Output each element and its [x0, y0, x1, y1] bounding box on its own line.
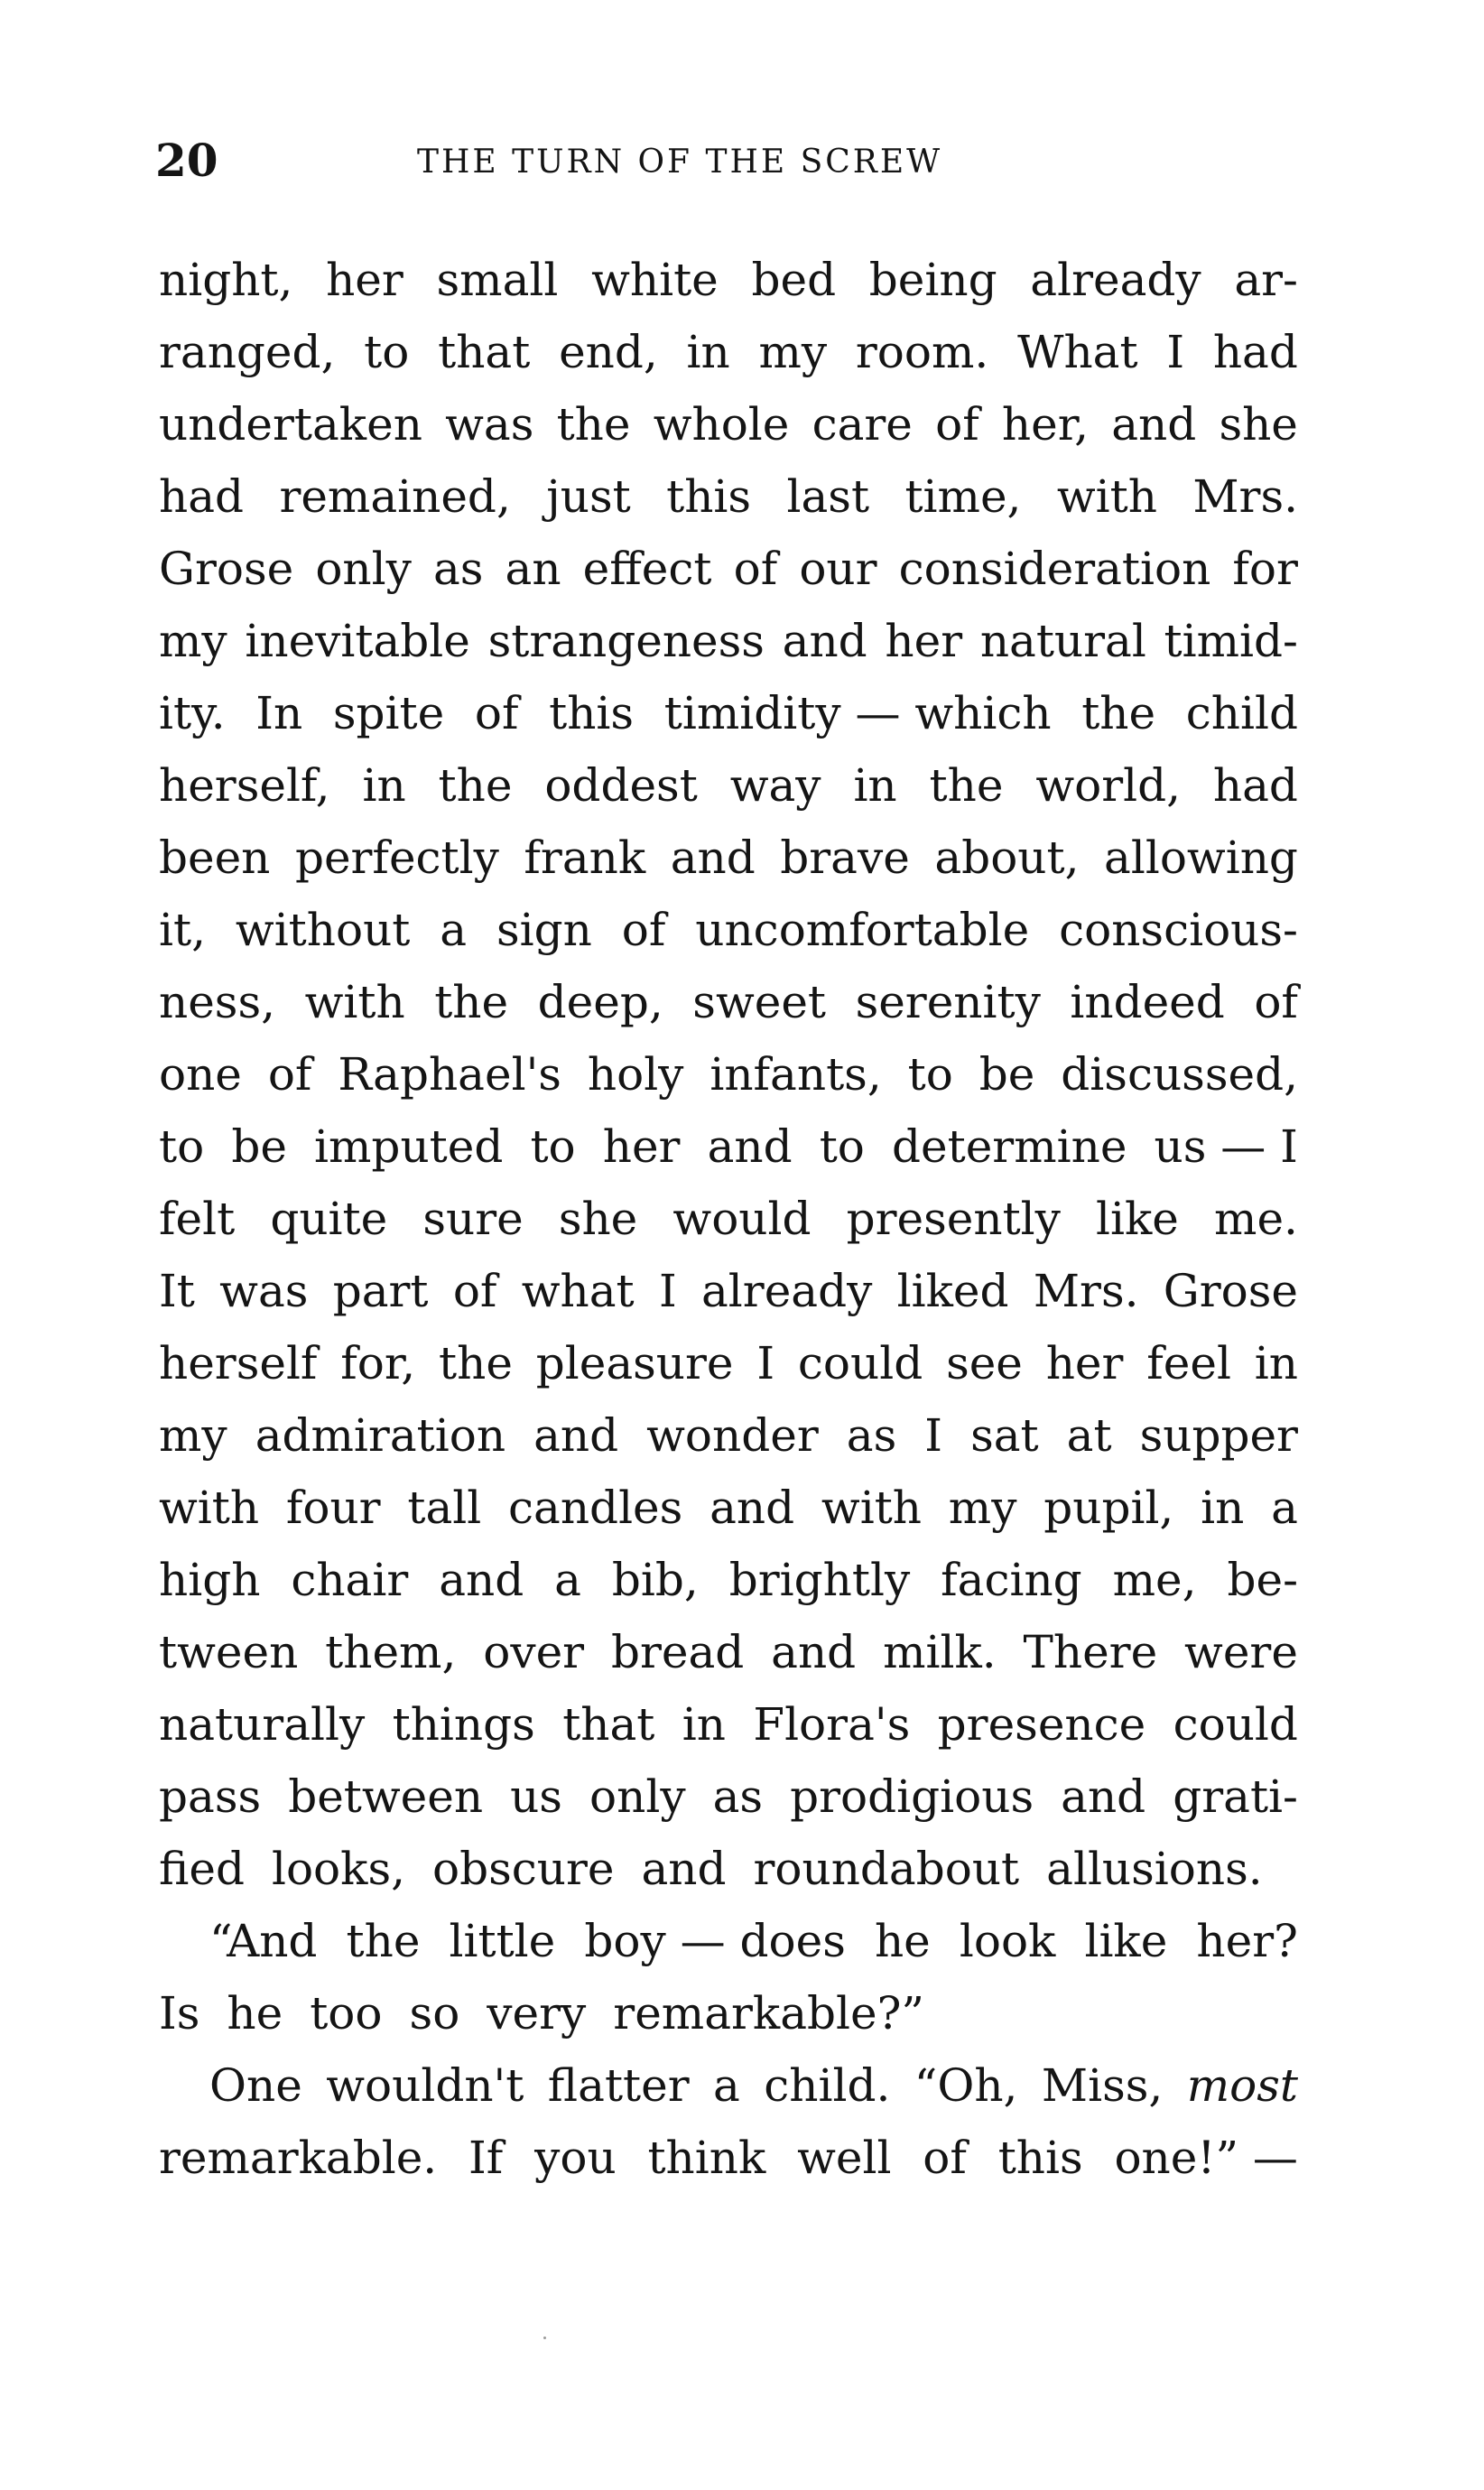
word: perfectly: [294, 832, 499, 884]
word: way: [729, 759, 821, 812]
word: as: [846, 1409, 897, 1462]
word: so: [409, 1987, 460, 2039]
word: over: [483, 1626, 585, 1678]
word: four: [285, 1482, 381, 1534]
word: the: [929, 759, 1004, 812]
word: my: [159, 1409, 227, 1462]
word: liked: [896, 1265, 1009, 1317]
word: room.: [855, 326, 989, 378]
word: sweet: [692, 976, 827, 1028]
word: conscious-: [1059, 904, 1298, 956]
word: felt: [159, 1193, 236, 1245]
word: and: [1061, 1770, 1146, 1823]
word: If: [468, 2132, 504, 2184]
word: pupil,: [1043, 1482, 1174, 1534]
text-line: [159, 460, 1298, 533]
word: ness,: [159, 976, 276, 1028]
word: had: [159, 470, 245, 523]
text-line: [159, 316, 1298, 388]
word: look: [959, 1915, 1056, 1967]
word: in: [853, 759, 897, 812]
word: remarkable.: [159, 2132, 438, 2184]
word: her,: [1001, 398, 1089, 451]
word: us — I: [1154, 1120, 1298, 1173]
word: fied: [159, 1843, 245, 1895]
word: brave: [780, 832, 910, 884]
text-line: [159, 1544, 1298, 1616]
word: brightly: [728, 1554, 911, 1606]
word: looks,: [271, 1843, 405, 1895]
word: I: [924, 1409, 943, 1462]
word: me,: [1112, 1554, 1197, 1606]
word: herself,: [159, 759, 330, 812]
word: feel: [1146, 1337, 1231, 1389]
word: a: [440, 904, 468, 956]
word: presence: [937, 1698, 1146, 1751]
word: undertaken: [159, 398, 422, 451]
word: about,: [934, 832, 1080, 884]
word: effect: [582, 543, 712, 595]
word: milk.: [883, 1626, 997, 1678]
word: boy — does: [584, 1915, 846, 1967]
word: small: [436, 254, 559, 306]
word: the: [556, 398, 631, 451]
word: bib,: [611, 1554, 699, 1606]
word: end,: [559, 326, 658, 378]
word: naturally: [159, 1698, 366, 1751]
text-line: [159, 2122, 1298, 2194]
word: spite: [332, 687, 445, 739]
word: of: [733, 543, 778, 595]
word: in: [682, 1698, 726, 1751]
word: and: [533, 1409, 619, 1462]
word: like: [1084, 1915, 1168, 1967]
word: white: [591, 254, 719, 306]
text-line: [159, 2049, 1298, 2122]
word: pleasure: [535, 1337, 734, 1389]
word: this: [666, 470, 752, 523]
word: and: [439, 1554, 524, 1606]
word: strangeness: [487, 615, 765, 667]
word: be: [979, 1048, 1035, 1101]
word: a: [1271, 1482, 1298, 1534]
word: facing: [941, 1554, 1082, 1606]
text-line: [159, 677, 1298, 749]
word: oddest: [544, 759, 698, 812]
word: remarkable?”: [613, 1987, 924, 2039]
word: herself: [159, 1337, 318, 1389]
text-line: [159, 1977, 1298, 2049]
text-line: [159, 388, 1298, 460]
word: in: [1254, 1337, 1298, 1389]
word: of: [474, 687, 519, 739]
word: already: [1030, 254, 1201, 306]
word: natural: [979, 615, 1146, 667]
word: her: [885, 615, 963, 667]
word: the: [434, 976, 509, 1028]
word: world,: [1035, 759, 1182, 812]
word: frank: [524, 832, 646, 884]
text-line: [159, 533, 1298, 605]
word: sign: [496, 904, 592, 956]
word: care: [812, 398, 913, 451]
word: in: [686, 326, 730, 378]
text-line: [159, 822, 1298, 894]
word: holy: [587, 1048, 684, 1101]
word: as: [432, 543, 484, 595]
word: between: [288, 1770, 484, 1823]
word: for,: [340, 1337, 416, 1389]
word: too: [310, 1987, 383, 2039]
word: see: [946, 1337, 1023, 1389]
word: supper: [1139, 1409, 1298, 1462]
word: at: [1066, 1409, 1112, 1462]
word: high: [159, 1554, 261, 1606]
word: ranged,: [159, 326, 336, 378]
word: candles: [508, 1482, 683, 1534]
page-number: 20: [155, 134, 218, 187]
word: with: [1056, 470, 1157, 523]
text-line: [159, 1038, 1298, 1110]
word: and: [710, 1482, 795, 1534]
paper-speck: [543, 2337, 546, 2339]
word: of: [267, 1048, 312, 1101]
word: Flora's: [753, 1698, 911, 1751]
word: had: [1212, 326, 1298, 378]
word: this: [997, 2132, 1083, 2184]
word: and: [707, 1120, 793, 1173]
word: she: [1219, 398, 1298, 451]
word: determine: [892, 1120, 1127, 1173]
word: like: [1096, 1193, 1179, 1245]
word: pass: [159, 1770, 262, 1823]
word: one: [159, 1048, 242, 1101]
word: infants,: [710, 1048, 882, 1101]
word: just: [546, 470, 631, 523]
word: only: [315, 543, 412, 595]
word: this: [549, 687, 635, 739]
word: quite: [270, 1193, 388, 1245]
word: the: [439, 1337, 513, 1389]
text-line: [159, 1761, 1298, 1833]
text-line: [159, 605, 1298, 677]
word: in: [362, 759, 406, 812]
word: last: [786, 470, 870, 523]
paragraph: [159, 2049, 1298, 2194]
word: her?: [1196, 1915, 1298, 1967]
word: that: [562, 1698, 655, 1751]
word: had: [1212, 759, 1298, 812]
word: of: [935, 398, 979, 451]
word: of: [1254, 976, 1298, 1028]
word: whole: [653, 398, 790, 451]
word: inevitable: [245, 615, 470, 667]
word: Miss,: [1041, 2059, 1164, 2112]
word: was: [445, 398, 534, 451]
word: grati-: [1173, 1770, 1298, 1823]
text-line: [159, 966, 1298, 1038]
word: one!” —: [1114, 2132, 1298, 2184]
word: prodigious: [790, 1770, 1034, 1823]
word: the: [438, 759, 513, 812]
word: would: [672, 1193, 812, 1245]
word: could: [1173, 1698, 1298, 1751]
word: in: [1201, 1482, 1245, 1534]
word: bed: [751, 254, 837, 306]
text-line: [159, 1905, 1298, 1977]
word: a: [554, 1554, 581, 1606]
word: to: [364, 326, 410, 378]
word: There: [1023, 1626, 1158, 1678]
text-line: [159, 1833, 1298, 1905]
word: roundabout: [753, 1843, 1020, 1895]
word: she: [558, 1193, 638, 1245]
word: and: [670, 832, 756, 884]
text-line: [159, 1255, 1298, 1327]
word: and: [782, 615, 867, 667]
word: a: [713, 2059, 740, 2112]
word: of: [621, 904, 666, 956]
text-line: [159, 1110, 1298, 1183]
word: what: [521, 1265, 635, 1317]
text-line: [159, 1327, 1298, 1399]
word: I: [658, 1265, 677, 1317]
word: our: [799, 543, 877, 595]
word: tall: [407, 1482, 482, 1534]
text-line: [159, 1472, 1298, 1544]
word: and: [771, 1626, 857, 1678]
word: he: [227, 1987, 283, 2039]
word: us: [510, 1770, 562, 1823]
word: and: [1111, 398, 1197, 451]
word: as: [712, 1770, 764, 1823]
word: ity.: [159, 687, 226, 739]
word: my: [159, 615, 227, 667]
word: with: [159, 1482, 260, 1534]
word: timidity — which: [663, 687, 1052, 739]
word: Raphael's: [338, 1048, 561, 1101]
word: allowing: [1104, 832, 1298, 884]
word: to: [530, 1120, 576, 1173]
word: already: [701, 1265, 873, 1317]
word: time,: [904, 470, 1022, 523]
text-line: [159, 1688, 1298, 1761]
paragraph: [159, 1905, 1298, 2049]
word: I: [756, 1337, 775, 1389]
paragraph: [159, 244, 1298, 1905]
word: my: [758, 326, 828, 378]
word: Grose: [1163, 1265, 1298, 1317]
word: could: [797, 1337, 923, 1389]
word: her: [1045, 1337, 1124, 1389]
word: serenity: [855, 976, 1041, 1028]
word: of: [923, 2132, 967, 2184]
word: you: [534, 2132, 617, 2184]
word: admiration: [255, 1409, 506, 1462]
word: think: [647, 2132, 766, 2184]
word: her: [602, 1120, 681, 1173]
word: them,: [325, 1626, 457, 1678]
word: uncomfortable: [695, 904, 1030, 956]
word: child.: [764, 2059, 891, 2112]
text-line: [159, 1616, 1298, 1688]
word: the: [346, 1915, 421, 1967]
word: “And: [209, 1915, 318, 1967]
word: allusions.: [1046, 1843, 1263, 1895]
word: with: [304, 976, 405, 1028]
word: he: [874, 1915, 931, 1967]
running-head: [155, 134, 1302, 188]
word: Mrs.: [1033, 1265, 1139, 1317]
word: most: [1186, 2059, 1298, 2112]
word: chair: [291, 1554, 409, 1606]
word: be-: [1227, 1554, 1298, 1606]
word: with: [821, 1482, 922, 1534]
word: remained,: [279, 470, 511, 523]
word: timid-: [1164, 615, 1298, 667]
text-line: [159, 1399, 1298, 1472]
word: was: [219, 1265, 309, 1317]
word: her: [326, 254, 403, 306]
word: were: [1184, 1626, 1298, 1678]
word: little: [449, 1915, 556, 1967]
word: obscure: [432, 1843, 615, 1895]
word: bread: [610, 1626, 745, 1678]
word: Grose: [159, 543, 294, 595]
word: that: [438, 326, 531, 378]
word: wouldn't: [326, 2059, 524, 2112]
word: I: [1166, 326, 1185, 378]
word: part: [332, 1265, 429, 1317]
word: the: [1081, 687, 1156, 739]
text-line: [159, 749, 1298, 822]
word: only: [589, 1770, 686, 1823]
word: tween: [159, 1626, 299, 1678]
word: be: [231, 1120, 287, 1173]
word: One: [209, 2059, 302, 2112]
word: Is: [159, 1987, 200, 2039]
word: wonder: [646, 1409, 819, 1462]
word: What: [1017, 326, 1138, 378]
word: In: [255, 687, 303, 739]
text-line: [159, 244, 1298, 316]
word: discussed,: [1061, 1048, 1298, 1101]
word: well: [797, 2132, 892, 2184]
word: things: [392, 1698, 535, 1751]
word: child: [1185, 687, 1298, 739]
word: imputed: [314, 1120, 504, 1173]
word: deep,: [537, 976, 663, 1028]
word: indeed: [1070, 976, 1225, 1028]
word: night,: [159, 254, 293, 306]
word: being: [868, 254, 997, 306]
word: sure: [422, 1193, 524, 1245]
word: for: [1232, 543, 1298, 595]
word: consideration: [898, 543, 1211, 595]
word: to: [819, 1120, 865, 1173]
running-title: THE TURN OF THE SCREW: [417, 144, 943, 181]
text-line: [159, 894, 1298, 966]
text-line: [159, 1183, 1298, 1255]
word: It: [159, 1265, 195, 1317]
word: an: [505, 543, 561, 595]
word: my: [948, 1482, 1017, 1534]
word: to: [159, 1120, 205, 1173]
word: ar-: [1234, 254, 1298, 306]
word: been: [159, 832, 271, 884]
word: and: [641, 1843, 727, 1895]
word: of: [452, 1265, 497, 1317]
word: “Oh,: [914, 2059, 1018, 2112]
word: sat: [970, 1409, 1039, 1462]
word: me.: [1214, 1193, 1298, 1245]
word: Mrs.: [1192, 470, 1298, 523]
word: it,: [159, 904, 206, 956]
word: presently: [846, 1193, 1061, 1245]
body-text: [159, 244, 1298, 2194]
word: to: [907, 1048, 953, 1101]
word: flatter: [547, 2059, 690, 2112]
word: very: [487, 1987, 587, 2039]
word: without: [235, 904, 411, 956]
